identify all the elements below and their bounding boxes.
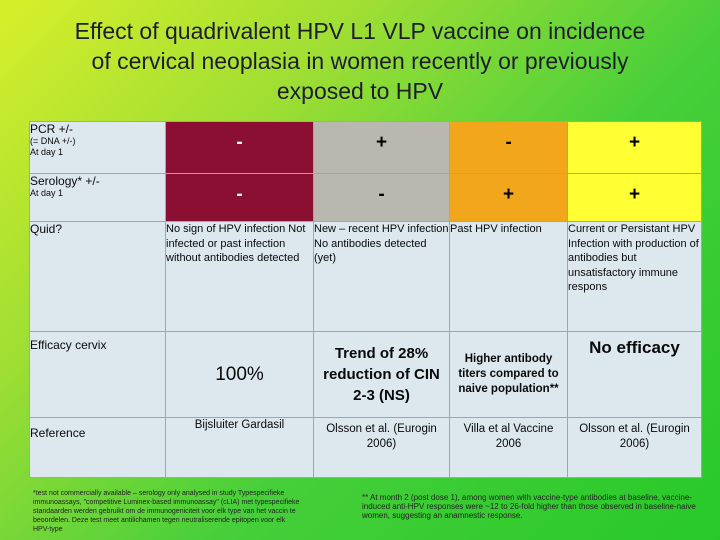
efficacy-cell-3: Higher antibody titers compared to naive population** [450,332,568,418]
efficacy-cell-4: No efficacy [568,332,702,418]
pcr-sublabel-1: (= DNA +/-) [30,136,76,146]
serology-cell-2 [314,174,450,222]
slide-title [0,16,720,106]
title-line-3: exposed to HPV [276,78,444,104]
reference-cell-1: Bijsluiter Gardasil [166,418,314,478]
pcr-cell-3 [450,122,568,174]
quid-cell-1: No sign of HPV infection Not infected or past infection without antibodies detected [166,222,314,332]
pcr-value-2: + [375,132,388,153]
row-header-efficacy [30,332,166,418]
serology-cell-1 [166,174,314,222]
serology-value-2: - [378,184,385,205]
reference-cell-2: Olsson et al. (Eurogin 2006) [314,418,450,478]
row-header-pcr [30,122,166,174]
pcr-value-1: - [236,132,243,153]
row-header-quid [30,222,166,332]
row-header-reference [30,418,166,478]
pcr-cell-1 [166,122,314,174]
reference-cell-4: Olsson et al. (Eurogin 2006) [568,418,702,478]
quid-label: Quid? [30,222,63,236]
reference-cell-3: Villa et al Vaccine 2006 [450,418,568,478]
serology-value-3: + [502,184,515,205]
footnote-serology: *test not commercially available – serology only analysed in study Typespecifieke immunoassays, "competitive Luminex-based immunoassay" (cLIA) met typespecifieke standaarden werden gebruikt om de immunogeniciteit voor elk type van het vaccin te beoordelen. Deze test meet antilichamen tegen neutraliserende epitopen voor elk HPV-type [33,490,300,533]
serology-value-4: + [628,184,641,205]
footnote-antibody: ** At month 2 (post dose 1), among women with vaccine-type antibodies at baseline, vaccine-induced anti-HPV responses were ~12 to 26-fold higher than those observed in baseline-naive women, suggesting an anamnestic response. [362,493,696,520]
table-row-pcr [30,122,702,174]
serology-sublabel: At day 1 [30,188,64,198]
comparison-table [29,121,702,478]
reference-label: Reference [30,426,86,440]
pcr-label: PCR +/- [30,122,74,136]
pcr-sublabel-2: At day 1 [30,147,64,157]
quid-cell-4: Current or Persistant HPV Infection with production of antibodies but unsatisfactory immune respons [568,222,702,332]
serology-label: Serology* +/- [30,174,100,188]
quid-cell-2: New – recent HPV infection No antibodies detected (yet) [314,222,450,332]
table-row-quid [30,222,702,332]
serology-value-1: - [236,184,243,205]
efficacy-label: Efficacy cervix [30,338,107,352]
title-line-2: of cervical neoplasia in women recently or previously [91,48,629,74]
table-row-serology [30,174,702,222]
serology-cell-3 [450,174,568,222]
pcr-value-4: + [628,132,641,153]
pcr-cell-4 [568,122,702,174]
title-line-1: Effect of quadrivalent HPV L1 VLP vaccine on incidence [74,18,646,44]
serology-cell-4 [568,174,702,222]
table-row-reference [30,418,702,478]
quid-cell-3: Past HPV infection [450,222,568,332]
efficacy-cell-2: Trend of 28% reduction of CIN 2-3 (NS) [314,332,450,418]
pcr-cell-2 [314,122,450,174]
pcr-value-3: - [505,132,512,153]
row-header-serology [30,174,166,222]
efficacy-cell-1: 100% [166,332,314,418]
table-row-efficacy [30,332,702,418]
